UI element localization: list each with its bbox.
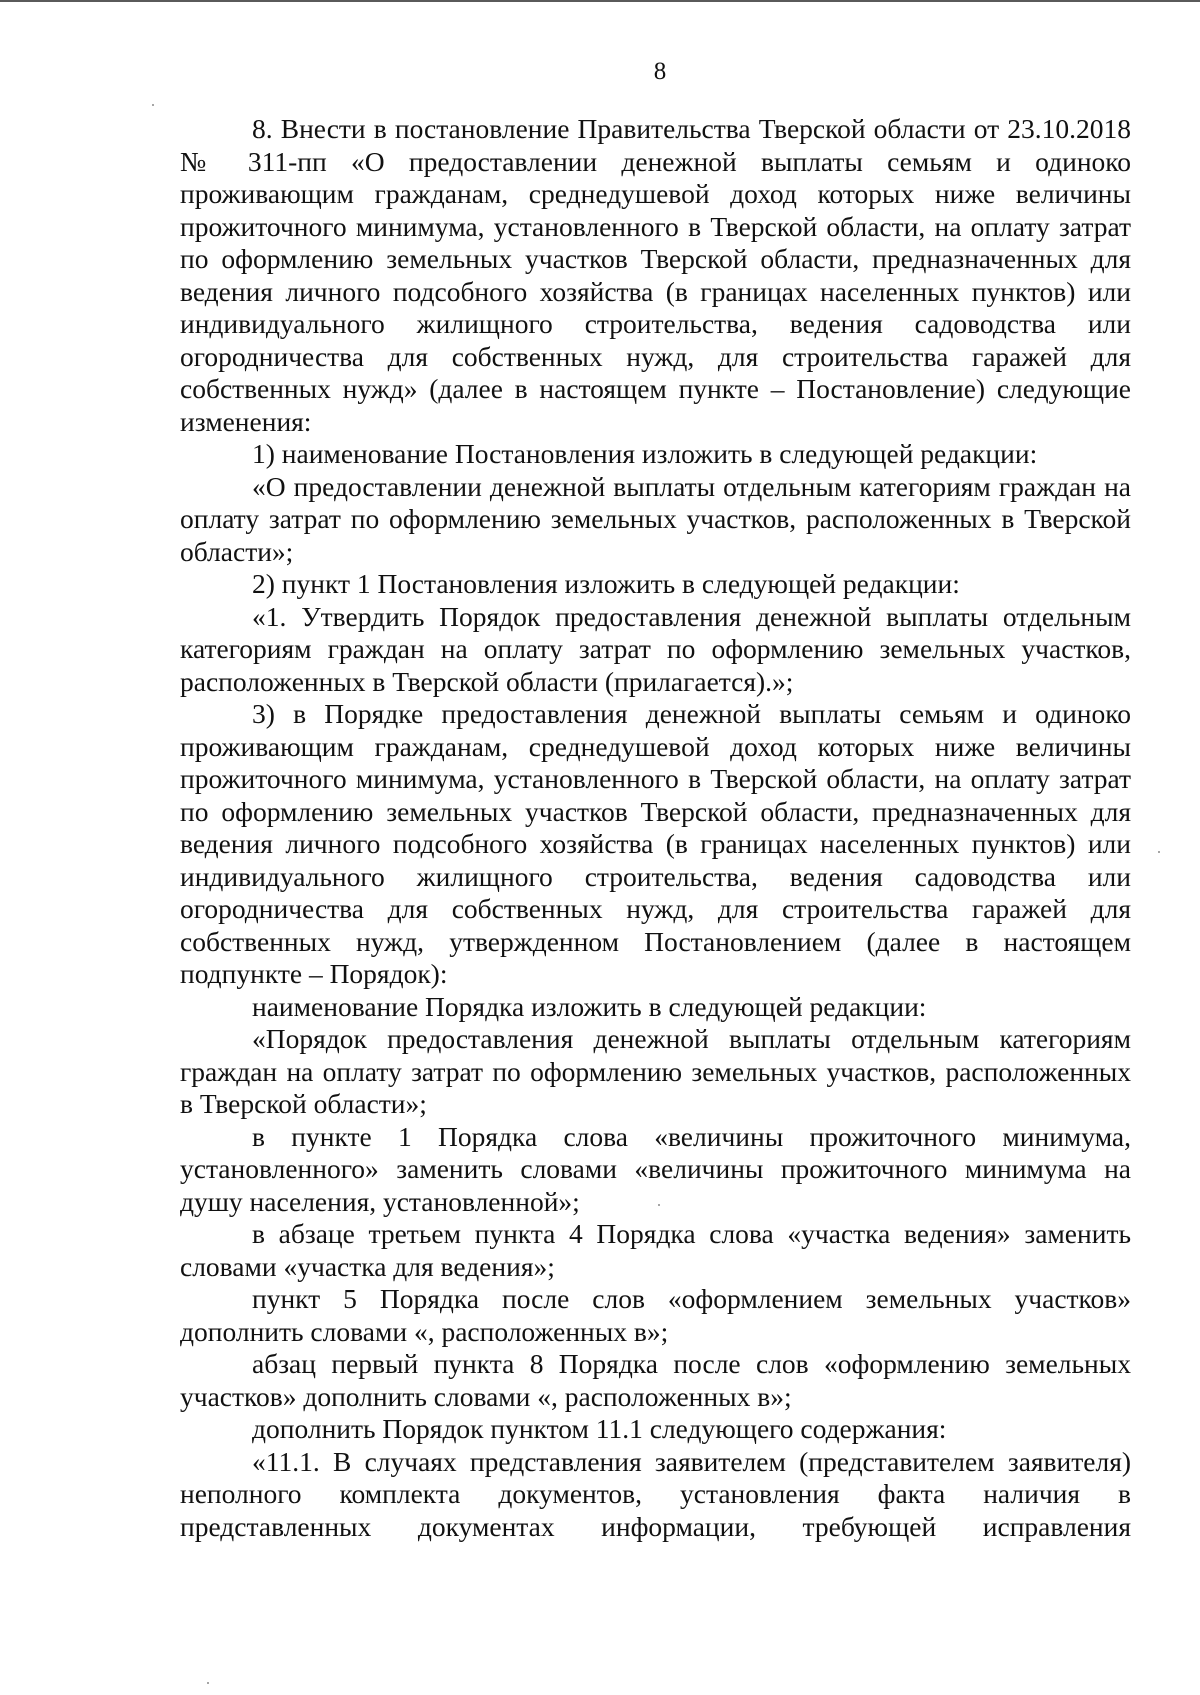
order-title-change: наименование Порядка изложить в следующей редакции: bbox=[252, 990, 927, 1022]
scan-speck bbox=[658, 1204, 660, 1206]
order-add-point-11-1: дополнить Порядок пунктом 11.1 следующего содержания: bbox=[252, 1413, 947, 1444]
page-number: 8 bbox=[653, 58, 667, 85]
quoted-order-title: «Порядок предоставления денежной выплаты отдельным категориям граждан на оплату затрат по оформлению земельных участков, расположенных в Тверской области»; bbox=[180, 1023, 1131, 1119]
document-body bbox=[180, 113, 1131, 1543]
order-point-8-change: абзац первый пункта 8 Порядка после слов «оформлению земельных участков» дополнить словами «, расположенных в»; bbox=[180, 1348, 1131, 1412]
scan-speck bbox=[152, 104, 154, 106]
scan-speck bbox=[1158, 851, 1160, 853]
quoted-new-title: «О предоставлении денежной выплаты отдельным категориям граждан на оплату затрат по оформлению земельных участков, расположенных в Тверской области»; bbox=[180, 470, 1131, 567]
scan-speck bbox=[207, 1682, 209, 1684]
subitem-3: 3) в Порядке предоставления денежной выплаты семьям и одиноко проживающим гражданам, среднедушевой доход которых ниже величины прожиточного минимума, установленного в Тверской области, на оплату затрат по оформлению земельных участков Тверской области, предназначенных для ведения личного подсобного хозяйства (в границах населенных пунктов) или индивидуального жилищного строительства, ведения садоводства или огородничества для собственных нужд, для строительства гаражей для собственных нужд, утвержденном Постановлением (далее в настоящем подпункте – Порядок): bbox=[180, 698, 1131, 989]
order-point-5-change: пункт 5 Порядка после слов «оформлением земельных участков» дополнить словами «, расположенных в»; bbox=[180, 1283, 1131, 1347]
subitem-1: 1) наименование Постановления изложить в следующей редакции: bbox=[252, 438, 1038, 469]
quoted-point-1: «1. Утвердить Порядок предоставления денежной выплаты отдельным категориям граждан на оплату затрат по оформлению земельных участков, расположенных в Тверской области (прилагается).»; bbox=[180, 600, 1131, 697]
subitem-2: 2) пункт 1 Постановления изложить в следующей редакции: bbox=[252, 568, 960, 599]
order-point-4-change: в абзаце третьем пункта 4 Порядка слова «участка ведения» заменить словами «участка для ведения»; bbox=[180, 1218, 1131, 1282]
scan-top-edge bbox=[0, 0, 1200, 2]
paragraph-item-8: 8. Внести в постановление Правительства Тверской области от 23.10.2018 № 311-пп «О предоставлении денежной выплаты семьям и одиноко проживающим гражданам, среднедушевой доход которых ниже величины прожиточного минимума, установленного в Тверской области, на оплату затрат по оформлению земельных участков Тверской области, предназначенных для ведения личного подсобного хозяйства (в границах населенных пунктов) или индивидуального жилищного строительства, ведения садоводства или огородничества для собственных нужд, для строительства гаражей для собственных нужд» (далее в настоящем пункте – Постановление) следующие изменения: bbox=[180, 113, 1131, 437]
quoted-point-11-1: «11.1. В случаях представления заявителем (представителем заявителя) неполного комплекта документов, установления факта наличия в представленных документах информации, требующей исправления bbox=[180, 1445, 1131, 1542]
order-point-1-change: в пункте 1 Порядка слова «величины прожиточного минимума, установленного» заменить словами «величины прожиточного минимума на душу населения, установленной»; bbox=[180, 1120, 1131, 1217]
